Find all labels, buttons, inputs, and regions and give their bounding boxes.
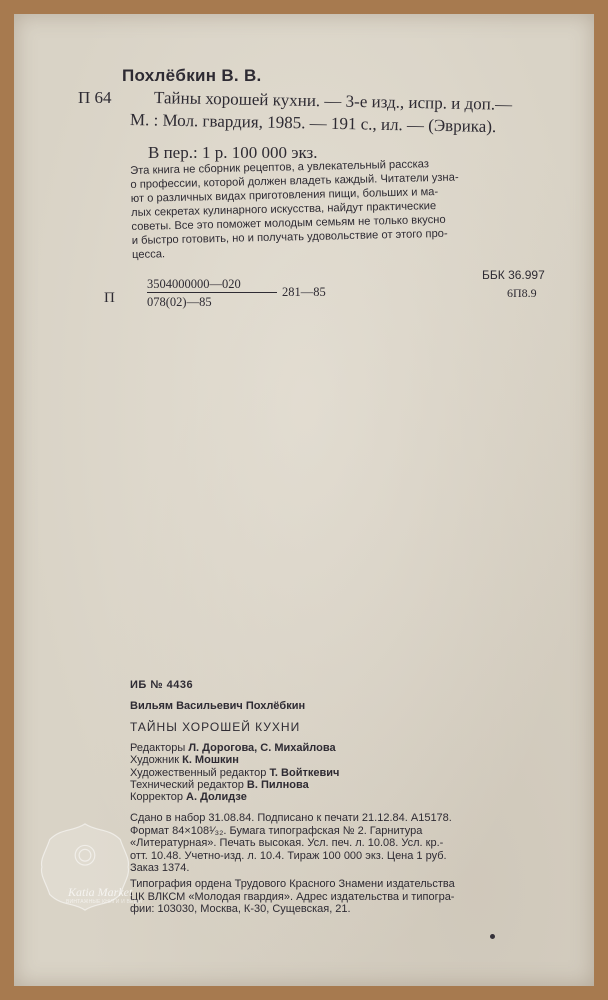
- author-full-name: Вильям Васильевич Похлёбкин: [130, 700, 306, 712]
- annotation-line: и быстро готовить, но и получать удовольствие от этого про-: [131, 227, 448, 247]
- annotation-paragraph: [130, 154, 584, 262]
- annotation-line: советы. Все это поможет молодым семьям не только вкусно: [131, 213, 446, 233]
- annotation-line: о профессии, которой должен владеть каждый. Читатели узна-: [130, 171, 459, 191]
- ink-dot: [490, 934, 495, 939]
- credit-line: [130, 742, 339, 754]
- annotation-line: цесса.: [131, 248, 166, 261]
- credit-line: [130, 767, 339, 779]
- watermark-text: Katia Market: [68, 885, 133, 899]
- fraction-suffix: 281—85: [282, 285, 326, 299]
- index-letter: П: [104, 290, 115, 306]
- credit-line: [130, 791, 339, 803]
- imprint-block: [130, 812, 452, 875]
- price-line: В пер.: 1 р. 100 000 экз.: [148, 143, 318, 162]
- credit-role: Корректор: [130, 791, 183, 804]
- credit-name: В. Пилнова: [246, 778, 309, 791]
- credit-role: Редакторы: [130, 742, 186, 754]
- credit-role: Технический редактор: [130, 778, 244, 791]
- credit-name: Т. Войткевич: [269, 766, 340, 779]
- credit-role: Художник: [130, 754, 180, 767]
- book-title: ТАЙНЫ ХОРОШЕЙ КУХНИ: [130, 720, 301, 734]
- bbk-subcode: 6П8.9: [507, 286, 537, 300]
- fraction-numerator: 3504000000—020: [147, 277, 241, 291]
- printing-line: фии: 103030, Москва, К-30, Сущевская, 21.: [130, 903, 351, 915]
- imprint-line: Формат 84×108¹⁄₃₂. Бумага типографская № 2. Гарнитура: [130, 824, 423, 837]
- credit-name: А. Долидзе: [186, 791, 247, 804]
- credit-line: [130, 754, 339, 766]
- fraction-denominator: 078(02)—85: [147, 295, 212, 309]
- credit-name: К. Мошкин: [182, 754, 239, 767]
- credit-role: Художественный редактор: [130, 766, 267, 779]
- imprint-line: отт. 10.48. Учетно-изд. л. 10.4. Тираж 100 000 экз. Цена 1 руб.: [130, 849, 447, 862]
- credit-name: Л. Дорогова, С. Михайлова: [188, 742, 336, 754]
- credit-line: [130, 779, 339, 791]
- imprint-line: Сдано в набор 31.08.84. Подписано к печати 21.12.84. А15178.: [130, 812, 452, 824]
- watermark-subtext: ВИНТАЖНЫЕ КНИГИ И ВЕЩИ: [66, 899, 143, 905]
- author-heading: Похлёбкин В. В.: [122, 66, 262, 85]
- credits-list: [130, 742, 339, 803]
- printing-line: Типография ордена Трудового Красного Знамени издательства: [130, 878, 455, 890]
- ib-number: ИБ № 4436: [130, 679, 194, 691]
- imprint-line: Заказ 1374.: [130, 862, 190, 874]
- fraction-bar: [147, 292, 277, 293]
- annotation-line: Эта книга не сборник рецептов, а увлекательный рассказ: [130, 158, 430, 177]
- annotation-line: лых секретах кулинарного искусства, найдут практические: [130, 200, 437, 219]
- catalog-code: П 64: [78, 88, 112, 107]
- imprint-line: «Литературная». Печать высокая. Усл. печ. л. 10.08. Усл. кр.-: [130, 837, 444, 849]
- annotation-line: ют о различных видах приготовления пищи, больших и ма-: [130, 186, 439, 205]
- reference-line-2: М. : Мол. гвардия, 1985. — 191 с., ил. — (Эврика).: [129, 110, 497, 137]
- printing-house-block: [130, 878, 455, 916]
- bbk-code: ББК 36.997: [482, 268, 545, 282]
- reference-line-1: Тайны хорошей кухни. — 3-е изд., испр. и доп.—: [153, 88, 513, 114]
- printing-line: ЦК ВЛКСМ «Молодая гвардия». Адрес издательства и типогра-: [130, 890, 455, 903]
